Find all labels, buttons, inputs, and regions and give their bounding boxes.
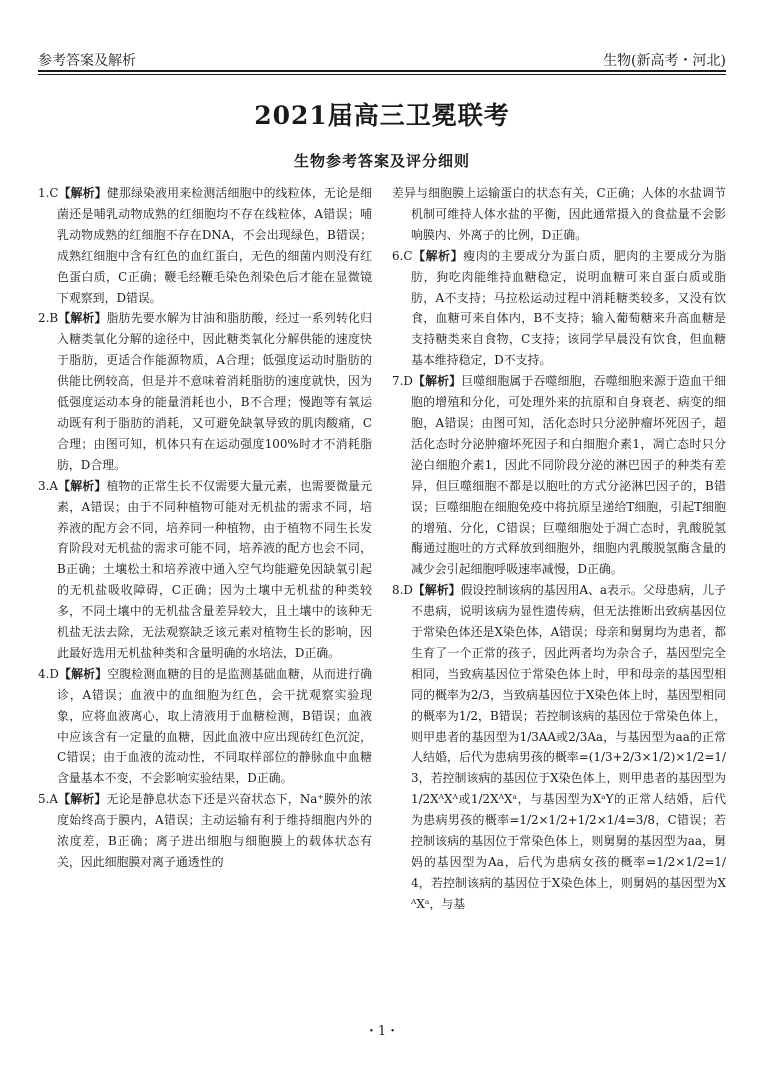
question-1: 1.C【解析】健那绿染液用来检测活细胞中的线粒体，无论是细菌还是哺乳动物成熟的红细胞均不存在线粒体，A错误；哺乳动物成熟的红细胞不存在DNA，不会出现绿色，B错误；成熟红细胞中含有红色的血红蛋白，无色的细菌内则没有红色蛋白质，C正确；鞭毛经鞭毛染色剂染色后才能在显微镜下观察到，D错误。	[38, 186, 372, 305]
question-3: 3.A【解析】植物的正常生长不仅需要大量元素，也需要微量元素，A错误；由于不同种植物可能对无机盐的需求不同，培养液的配方会不同，培养同一种植物，由于植物不同生长发育阶段对无机盐的需求可能不同，培养液的配方也会不同，B正确；土壤松土和培养液中通入空气均能避免因缺氧引起的无机盐吸收障碍，C正确；因为土壤中无机盐的种类较多，不同土壤中的无机盐含量差异较大，且土壤中的该种无机盐无法去除，无法观察缺乏该元素对植物生长的影响，因此最好选用无机盐种类和含量明确的水培法，D正确。	[38, 478, 372, 660]
header-left: 参考答案及解析	[38, 53, 136, 69]
question-8: 8.D【解析】假设控制该病的基因用A、a表示。父母患病，儿子不患病，说明该病为显性遗传病，但无法推断出致病基因位于常染色体还是X染色体，A错误；母亲和舅舅均为患者，都生育了一个正常的孩子，因此两者均为杂合子，基因型完全相同，当致病基因位于常染色体上时，甲和母亲的基因型相同的概率为2/3，当致病基因位于X染色体上时，基因型相同的概率为1/2，B错误；若控制该病的基因位于常染色体上，则甲患者的基因型为1/3AA或2/3Aa，与基因型为aa的正常人结婚，后代为患病男孩的概率=(1/3+2/3×1/2)×1/2=1/3，若控制该病的基因位于X染色体上，则甲患者的基因型为1/2XᴬXᴬ或1/2XᴬXᵃ，与基因型为XᵃY的正常人结婚，后代为患病男孩的概率=1/2×1/2+1/2×1/4=3/8，C错误；若控制该病的基因位于常染色体上，则舅舅的基因型为aa，舅妈的基因型为Aa，后代为患病女孩的概率=1/2×1/2=1/4，若控制该病的基因位于X染色体上，则舅妈的基因型为XᴬXᵃ，与基	[392, 583, 726, 911]
question-6: 6.C【解析】瘦肉的主要成分为蛋白质，肥肉的主要成分为脂肪，狗吃肉能维持血糖稳定，说明血糖可来自蛋白质或脂肪，A不支持；马拉松运动过程中消耗糖类较多，又没有饮食，血糖可来自体内，B不支持；输入葡萄糖来升高血糖是支持糖类来自食物，C支持；该同学早晨没有饮食，但血糖基本维持稳定，D不支持。	[392, 248, 726, 368]
question-7: 7.D【解析】巨噬细胞属于吞噬细胞，吞噬细胞来源于造血干细胞的增殖和分化，可处理外来的抗原和自身衰老、病变的细胞，A错误；由图可知，活化态时只分泌肿瘤坏死因子，超活化态时分泌肿瘤坏死因子和白细胞介素1，凋亡态时只分泌白细胞介素1，因此不同阶段分泌的淋巴因子的种类有差异，但巨噬细胞不都是以胞吐的方式分泌淋巴因子的，B错误；巨噬细胞在细胞免疫中将抗原呈递给T细胞，引起T细胞的增殖、分化，C错误；巨噬细胞处于凋亡态时，乳酸脱氢酶通过胞吐的方式释放到细胞外，细胞内乳酸脱氢酶含量的减少会引起细胞呼吸速率减慢，D正确。	[392, 374, 726, 577]
page-number: ・1・	[364, 1024, 400, 1039]
question-5-continued: 差异与细胞膜上运输蛋白的状态有关，C正确；人体的水盐调节机制可维持人体水盐的平衡，因此通常摄入的食盐量不会影响膜内、外离子的比例，D正确。	[392, 186, 726, 242]
header-rule	[38, 70, 726, 72]
question-2: 2.B【解析】脂肪先要水解为甘油和脂肪酸，经过一系列转化归入糖类氧化分解的途径中，因此糖类氧化分解供能的速度快于脂肪，更适合作能源物质，A合理；低强度运动时脂肪的供能比例较高，但是并不意味着消耗脂肪的速度就快，因为低强度运动本身的能量消耗也小，B不合理；慢跑等有氧运动既有利于脂肪的消耗，又可避免缺氧导致的肌肉酸痛，C合理；由图可知，机体只有在运动强度100%时才不消耗脂肪，D合理。	[38, 311, 372, 472]
page-header	[38, 40, 726, 70]
question-5: 5.A【解析】无论是静息状态下还是兴奋状态下，Na⁺膜外的浓度始终高于膜内，A错误；主动运输有利于维持细胞内外的浓度差，B正确；离子进出细胞与细胞膜上的载体状态有关，因此细胞膜对离子通透性的	[38, 792, 372, 869]
page-subtitle: 生物参考答案及评分细则	[293, 152, 470, 170]
header-right: 生物(新高考・河北)	[603, 53, 726, 69]
right-column	[392, 183, 726, 915]
page-title: 2021届高三卫冕联考	[254, 101, 510, 130]
header-rule-thin	[38, 74, 726, 75]
question-4: 4.D【解析】空腹检测血糖的目的是监测基础血糖，从而进行确诊，A错误；血液中的血细胞为红色，会干扰观察实验现象，应将血液离心，取上清液用于血糖检测，B错误；血液中应该含有一定量的血糖，因此血液中应出现砖红色沉淀，C错误；由于血液的流动性，不同取样部位的静脉血中血糖含量基本不变，不会影响实验结果，D正确。	[38, 666, 372, 786]
left-column	[38, 183, 372, 873]
